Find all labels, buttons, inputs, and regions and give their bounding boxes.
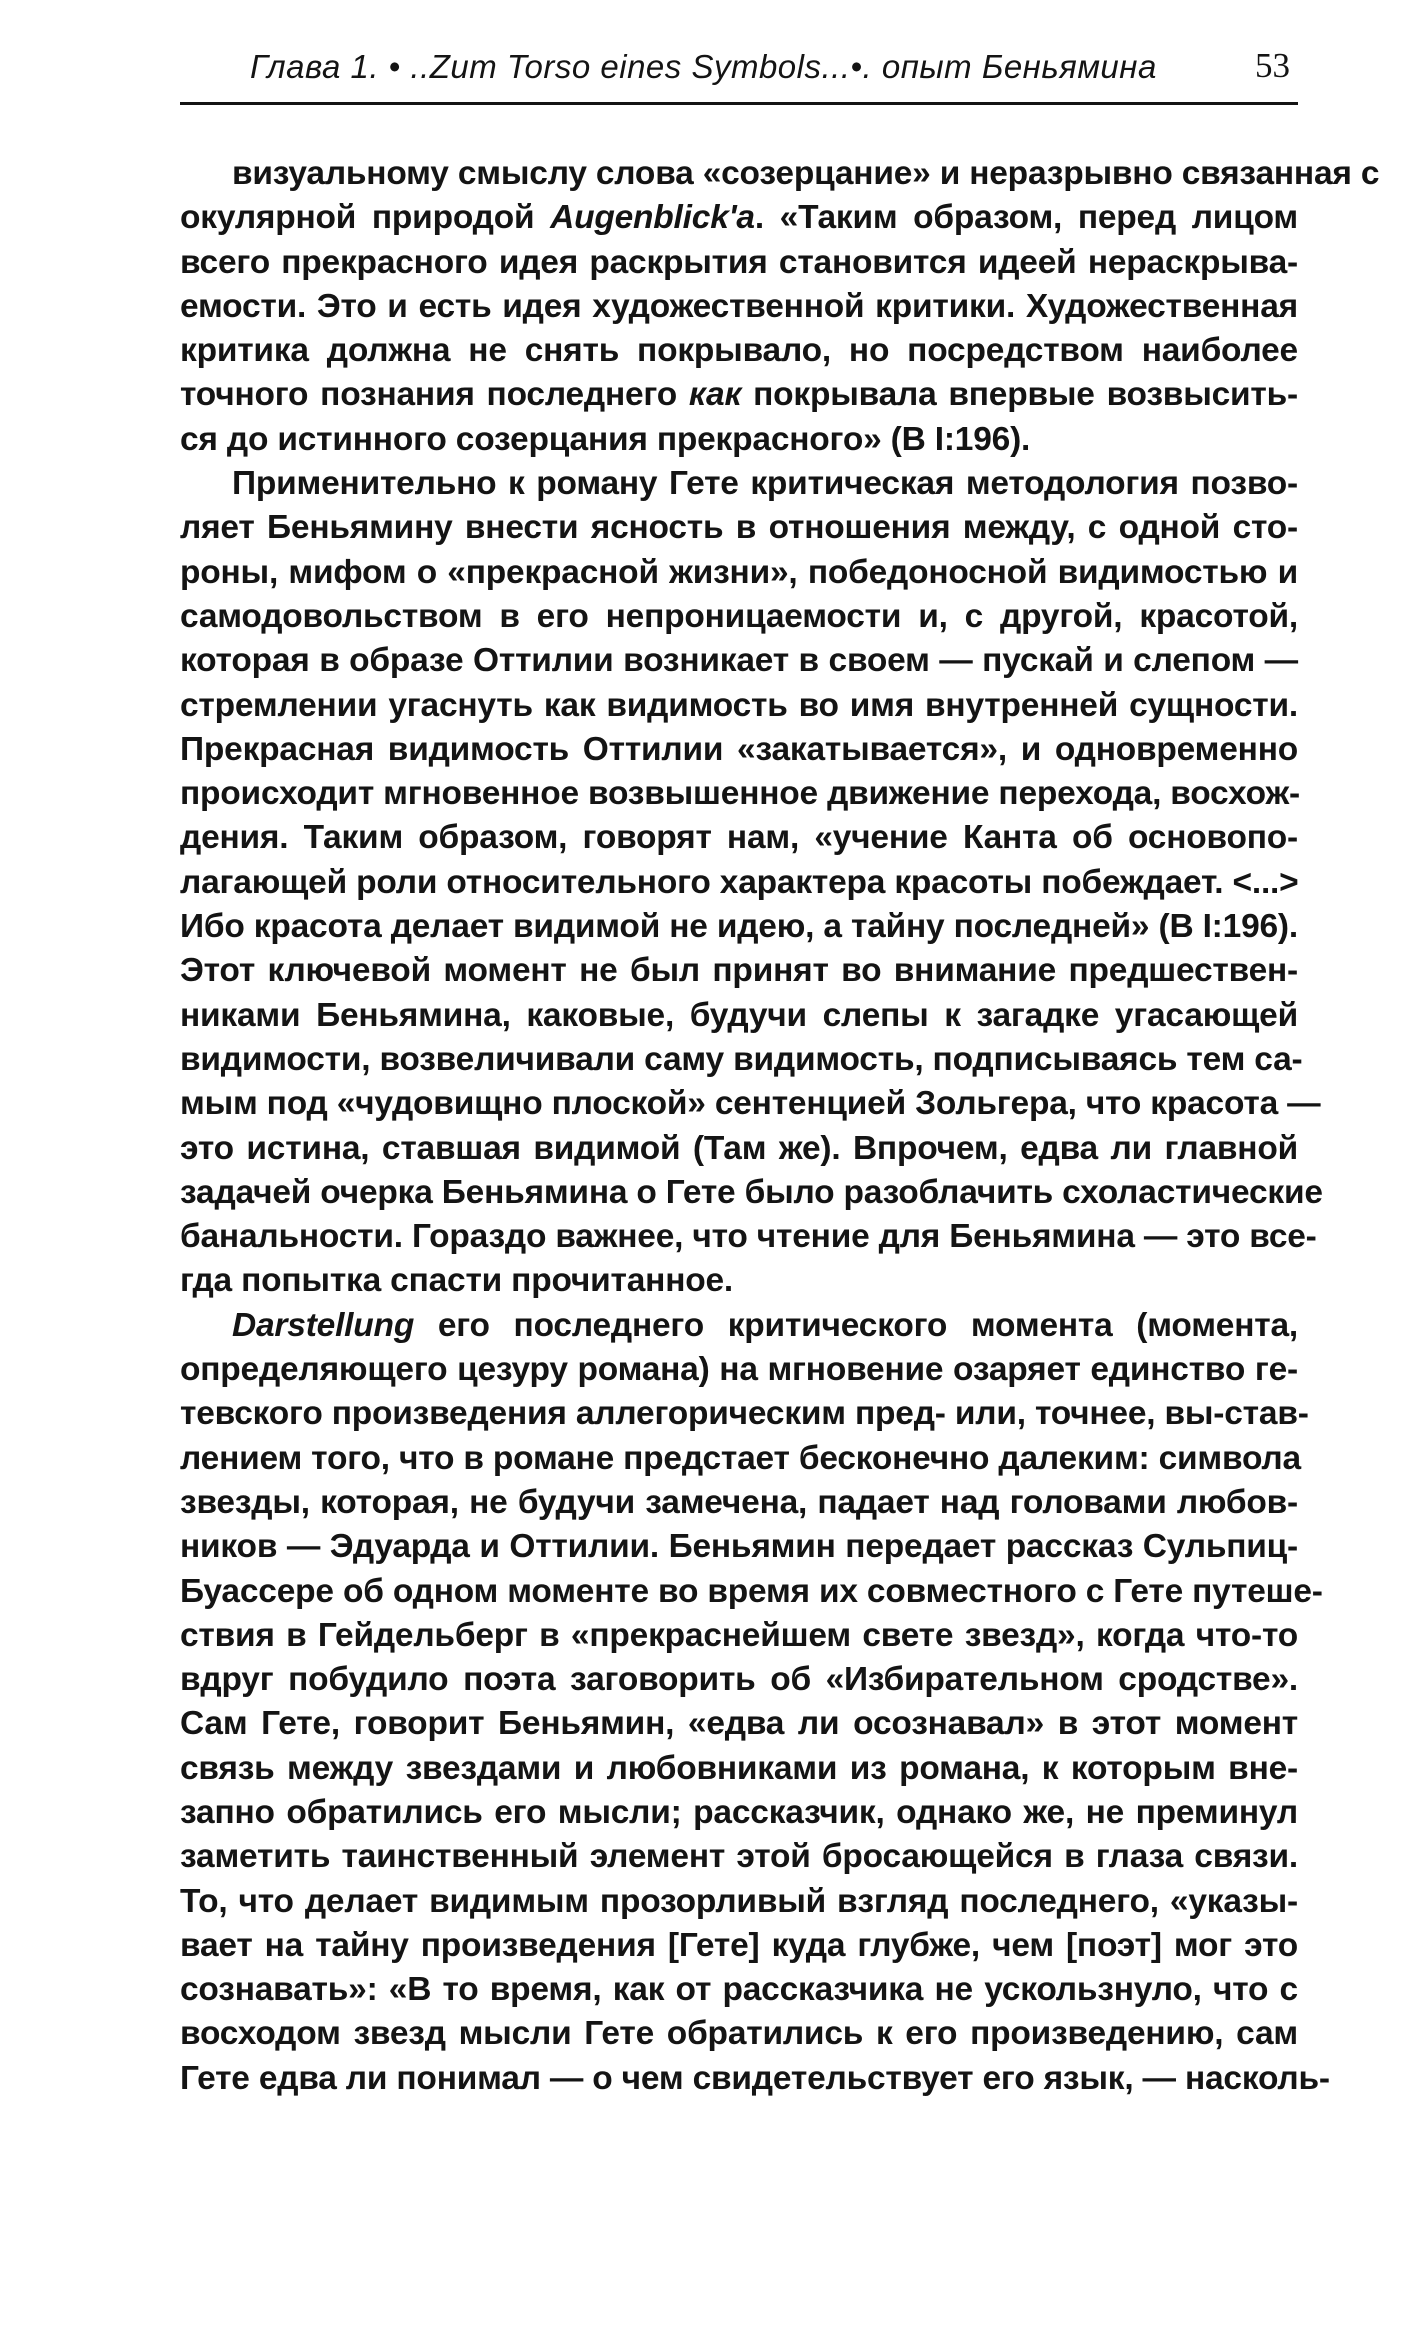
text-run: точного познания последнего bbox=[180, 376, 689, 414]
text-run: никами Беньямина, каковые, будучи слепы к загадке угасающей bbox=[180, 996, 1298, 1034]
text-run: связь между звездами и любовниками из романа, к которым вне- bbox=[180, 1749, 1298, 1787]
text-run: лением того, что в романе предстает бесконечно далеким: символа bbox=[180, 1439, 1301, 1477]
text-line bbox=[180, 1614, 1298, 1658]
text-line bbox=[180, 506, 1298, 550]
text-run: звезды, которая, не будучи замечена, падает над головами любов- bbox=[180, 1483, 1298, 1521]
text-line bbox=[180, 1747, 1298, 1791]
text-line bbox=[180, 1791, 1298, 1835]
text-line bbox=[180, 905, 1298, 949]
text-run: запно обратились его мысли; рассказчик, однако же, не преминул bbox=[180, 1793, 1298, 1831]
text-run: восходом звезд мысли Гете обратились к его произведению, сам bbox=[180, 2015, 1298, 2053]
text-run: видимости, возвеличивали саму видимость, подписываясь тем са- bbox=[180, 1040, 1303, 1078]
text-run: Сам Гете, говорит Беньямин, «едва ли осознавал» в этот момент bbox=[180, 1705, 1298, 1743]
text-run: происходит мгновенное возвышенное движение перехода, восхож- bbox=[180, 775, 1300, 813]
text-run: его последнего критического момента (момента, bbox=[414, 1306, 1298, 1344]
paragraph bbox=[180, 1304, 1330, 2101]
text-line bbox=[180, 196, 1298, 240]
text-line bbox=[180, 152, 1380, 196]
text-line bbox=[180, 329, 1298, 373]
text-run: критика должна не снять покрывало, но посредством наиболее bbox=[180, 332, 1298, 370]
text-line bbox=[180, 2057, 1330, 2101]
text-run: лагающей роли относительного характера красоты побеждает. <...> bbox=[180, 863, 1299, 901]
text-line bbox=[180, 1215, 1317, 1259]
text-run: покрывала впервые возвысить- bbox=[741, 376, 1298, 414]
text-line bbox=[180, 373, 1298, 417]
text-line bbox=[180, 418, 1298, 462]
text-line bbox=[180, 595, 1298, 639]
text-run: ся до истинного созерцания прекрасного» (B I:196). bbox=[180, 420, 1031, 458]
running-head-title: Глава 1. • ..Zum Torso eines Symbols...•. опыт Беньямина bbox=[250, 48, 1157, 85]
text-line bbox=[180, 1525, 1298, 1569]
text-run: роны, мифом о «прекрасной жизни», победоносной видимостью и bbox=[180, 553, 1298, 591]
text-line bbox=[180, 2012, 1298, 2056]
text-run: Буассере об одном моменте во время их совместного с Гете путеше- bbox=[180, 1572, 1323, 1610]
text-run: дения. Таким образом, говорят нам, «учение Канта об основопо- bbox=[180, 819, 1298, 857]
text-run: То, что делает видимым прозорливый взгляд последнего, «указы- bbox=[180, 1882, 1298, 1920]
text-run: Этот ключевой момент не был принят во внимание предшествен- bbox=[180, 952, 1298, 990]
text-line bbox=[180, 241, 1298, 285]
text-line bbox=[180, 1082, 1321, 1126]
text-run: самодовольством в его непроницаемости и, с другой, красотой, bbox=[180, 597, 1298, 635]
text-line bbox=[180, 1835, 1298, 1879]
text-run: это истина, ставшая видимой (Там же). Впрочем, едва ли главной bbox=[180, 1129, 1298, 1167]
text-line bbox=[180, 772, 1298, 816]
text-run: Гете едва ли понимал — о чем свидетельствует его язык, — насколь- bbox=[180, 2059, 1330, 2097]
text-run: которая в образе Оттилии возникает в своем — пускай и слепом — bbox=[180, 642, 1298, 680]
text-run: ляет Беньямину внести ясность в отношения между, с одной сто- bbox=[180, 509, 1298, 547]
text-run: как bbox=[688, 376, 742, 414]
text-line bbox=[180, 462, 1298, 506]
text-line bbox=[180, 1437, 1301, 1481]
body-text bbox=[180, 152, 1380, 2101]
text-line bbox=[180, 949, 1298, 993]
text-run: Применительно к роману Гете критическая методология позво- bbox=[232, 465, 1298, 503]
text-run: всего прекрасного идея раскрытия становится идеей нераскрыва- bbox=[180, 243, 1298, 281]
text-line bbox=[180, 728, 1298, 772]
text-line bbox=[180, 1880, 1298, 1924]
text-line bbox=[180, 1658, 1298, 1702]
text-line bbox=[180, 1038, 1303, 1082]
text-line bbox=[180, 1392, 1309, 1436]
paragraph bbox=[180, 462, 1323, 1304]
text-run: . «Таким образом, перед лицом bbox=[754, 199, 1298, 237]
text-line bbox=[180, 816, 1298, 860]
text-run: стремлении угаснуть как видимость во имя внутренней сущности. bbox=[180, 686, 1298, 724]
text-run: определяющего цезуру романа) на мгновение озаряет единство ге- bbox=[180, 1351, 1298, 1389]
text-line bbox=[180, 861, 1298, 905]
text-run: банальности. Гораздо важнее, что чтение для Беньямина — это все- bbox=[180, 1218, 1317, 1256]
running-head bbox=[180, 42, 1298, 105]
text-run: гда попытка спасти прочитанное. bbox=[180, 1262, 734, 1300]
text-run: визуальному смыслу слова «созерцание» и неразрывно связанная с bbox=[232, 155, 1380, 192]
text-run: заметить таинственный элемент этой бросающейся в глаза связи. bbox=[180, 1838, 1298, 1876]
text-run: мым под «чудовищно плоской» сентенцией Зольгера, что красота — bbox=[180, 1085, 1321, 1123]
page-number: 53 bbox=[1255, 46, 1290, 85]
text-run: тевского произведения аллегорическим пред- или, точнее, вы-став- bbox=[180, 1395, 1309, 1433]
text-line bbox=[180, 1924, 1298, 1968]
text-line bbox=[180, 994, 1298, 1038]
text-run: задачей очерка Беньямина о Гете было разоблачить схоластические bbox=[180, 1173, 1323, 1211]
text-run: вдруг побудило поэта заговорить об «Избирательном сродстве». bbox=[180, 1661, 1298, 1699]
text-run: вает на тайну произведения [Гете] куда глубже, чем [поэт] мог это bbox=[180, 1926, 1298, 1964]
text-line bbox=[180, 551, 1298, 595]
text-run: ствия в Гейдельберг в «прекраснейшем свете звезд», когда что-то bbox=[180, 1616, 1298, 1654]
text-run: Прекрасная видимость Оттилии «закатывается», и одновременно bbox=[180, 730, 1298, 768]
text-line bbox=[180, 1259, 1298, 1303]
text-line bbox=[180, 1702, 1298, 1746]
text-line bbox=[180, 1570, 1323, 1614]
text-line bbox=[180, 1304, 1298, 1348]
text-run: емости. Это и есть идея художественной критики. Художественная bbox=[180, 287, 1298, 325]
text-line bbox=[180, 639, 1298, 683]
text-line bbox=[180, 1127, 1298, 1171]
text-run: окулярной природой bbox=[180, 199, 551, 237]
text-run: Darstellung bbox=[232, 1306, 415, 1344]
text-line bbox=[180, 684, 1298, 728]
text-line bbox=[180, 1968, 1298, 2012]
text-line bbox=[180, 285, 1298, 329]
text-run: сознавать»: «В то время, как от рассказчика не ускользнуло, что с bbox=[180, 1971, 1298, 2009]
text-line bbox=[180, 1481, 1298, 1525]
text-run: ников — Эдуарда и Оттилии. Беньямин передает рассказ Сульпиц- bbox=[180, 1528, 1298, 1566]
text-run: Ибо красота делает видимой не идею, а тайну последней» (B I:196). bbox=[180, 908, 1298, 946]
paragraph bbox=[180, 152, 1380, 462]
text-run: Augenblick'а bbox=[550, 199, 755, 237]
text-line bbox=[180, 1171, 1323, 1215]
text-line bbox=[180, 1348, 1298, 1392]
